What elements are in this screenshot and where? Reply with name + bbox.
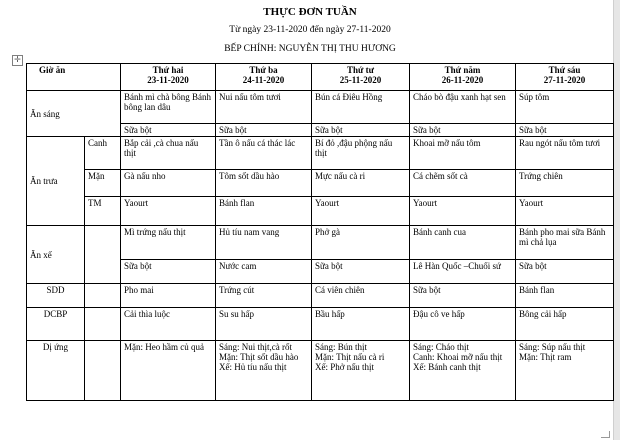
table-cell: Nước cam [216,260,312,284]
table-cell: Sữa bột [410,284,516,308]
table-cell: Trứng chiên [516,170,614,197]
table-cell: Sữa bột [312,260,410,284]
lunch-soup-row [27,137,614,170]
lunch-sub-label: Mặn [85,170,121,197]
menu-title: THỰC ĐƠN TUẦN [263,6,357,18]
allergy-line: Sáng: Cháo thịt [413,342,469,352]
table-cell: Su su hấp [216,308,312,341]
page-corner-mark [601,431,610,438]
table-cell: Sữa bột [516,260,614,284]
table-cell: Sữa bột [121,124,216,137]
table-cell: Tần ô nấu cá thác lác [216,137,312,170]
dcbp-label: DCBP [27,308,85,341]
allergy-line: Sáng: Bún thịt [315,342,368,352]
table-cell: Bánh canh cua [410,226,516,260]
allergy-line: Sáng: Nui thịt,cà rốt [219,342,292,352]
afternoon-sub-empty [85,226,121,284]
table-cell: Phở gà [312,226,410,260]
table-cell: Sữa bột [516,124,614,137]
table-cell: Yaourt [516,197,614,226]
date-range: Từ ngày 23-11-2020 đến ngày 27-11-2020 [229,25,391,35]
table-cell: Sữa bột [121,260,216,284]
table-cell: Nui nấu tôm tươi [216,91,312,124]
allergy-line: Mặn: Thịt sốt dầu hào [219,352,299,362]
table-cell: Bầu hấp [312,308,410,341]
table-cell: Bông cải hấp [516,308,614,341]
table-cell: Rau ngót nấu tôm tươi [516,137,614,170]
table-cell: Bánh pho mai sữa Bánh mì chả lụa [516,226,614,260]
allergy-line: Sáng: Súp nấu thịt [519,342,586,352]
allergy-line: Xế: Hủ tíu nấu thịt [219,362,287,372]
table-cell: Mì trứng nấu thịt [121,226,216,260]
lunch-label: Ăn trưa [27,137,85,226]
dcbp-sub-empty [85,308,121,341]
head-chef: BẾP CHÍNH: NGUYỄN THỊ THU HƯƠNG [224,44,396,54]
table-cell [216,341,312,401]
table-cell: Bánh mì chà bông Bánh bông lan dâu [121,91,216,124]
table-cell: Súp tôm [516,91,614,124]
table-cell: Bắp cải ,cà chua nấu thịt [121,137,216,170]
allergy-line: Mặn: Heo hầm củ quả [124,342,204,352]
table-cell [516,341,614,401]
lunch-dessert-row [27,197,614,226]
table-cell: Cải thìa luộc [121,308,216,341]
window-edge [613,0,620,440]
table-cell: Lê Hàn Quốc –Chuối sứ [410,260,516,284]
day-header-mon: Thứ hai 23-11-2020 [121,64,216,91]
sdd-row [27,284,614,308]
allergy-sub-empty [85,341,121,401]
table-cell: Cá viên chiên [312,284,410,308]
meal-time-header: Giờ ăn [27,64,121,91]
afternoon-label: Ăn xế [27,226,85,284]
allergy-line: Xế: Phở nấu thịt [315,362,375,372]
lunch-sub-label: Canh [85,137,121,170]
table-cell: Pho mai [121,284,216,308]
allergy-line: Canh: Khoai mỡ nấu thịt [413,352,503,362]
day-header-fri: Thứ sáu 27-11-2020 [516,64,614,91]
table-cell: Sữa bột [410,124,516,137]
table-cell: Bánh flan [216,197,312,226]
table-cell [121,341,216,401]
table-cell: Yaourt [121,197,216,226]
day-header-wed: Thứ tư 25-11-2020 [312,64,410,91]
day-header-tue: Thứ ba 24-11-2020 [216,64,312,91]
allergy-row [27,341,614,401]
table-cell: Cháo bò đậu xanh hạt sen [410,91,516,124]
table-cell [410,341,516,401]
table-cell: Cá chẽm sốt cà [410,170,516,197]
table-cell: Mực nấu cà ri [312,170,410,197]
table-cell: Bánh flan [516,284,614,308]
allergy-label: Dị ứng [27,341,85,401]
table-cell: Khoai mỡ nấu tôm [410,137,516,170]
table-cell: Sữa bột [312,124,410,137]
allergy-line: Xế: Bánh canh thịt [413,362,481,372]
allergy-line: Mặn: Thịt ram [519,352,572,362]
table-cell [312,341,410,401]
breakfast-label: Ăn sáng [27,91,121,137]
table-cell: Yaourt [312,197,410,226]
table-move-handle-icon[interactable]: ✛ [12,55,23,66]
dcbp-row [27,308,614,341]
breakfast-main-row [27,91,614,124]
table-cell: Hủ tíu nam vang [216,226,312,260]
afternoon-main-row [27,226,614,260]
table-cell: Sữa bột [216,124,312,137]
sdd-label: SDD [27,284,85,308]
lunch-main-row [27,170,614,197]
header-row [27,64,614,91]
table-cell: Trứng cút [216,284,312,308]
table-cell: Bún cá Điêu Hồng [312,91,410,124]
lunch-sub-label: TM [85,197,121,226]
allergy-line: Mặn: Thịt nấu cà ri [315,352,385,362]
table-cell: Đậu cô ve hấp [410,308,516,341]
table-cell: Tôm sốt dầu hào [216,170,312,197]
weekly-menu-table [26,63,614,401]
sdd-sub-empty [85,284,121,308]
table-cell: Bí đỏ ,đậu phộng nấu thịt [312,137,410,170]
day-header-thu: Thứ năm 26-11-2020 [410,64,516,91]
table-cell: Yaourt [410,197,516,226]
table-cell: Gà nấu nho [121,170,216,197]
